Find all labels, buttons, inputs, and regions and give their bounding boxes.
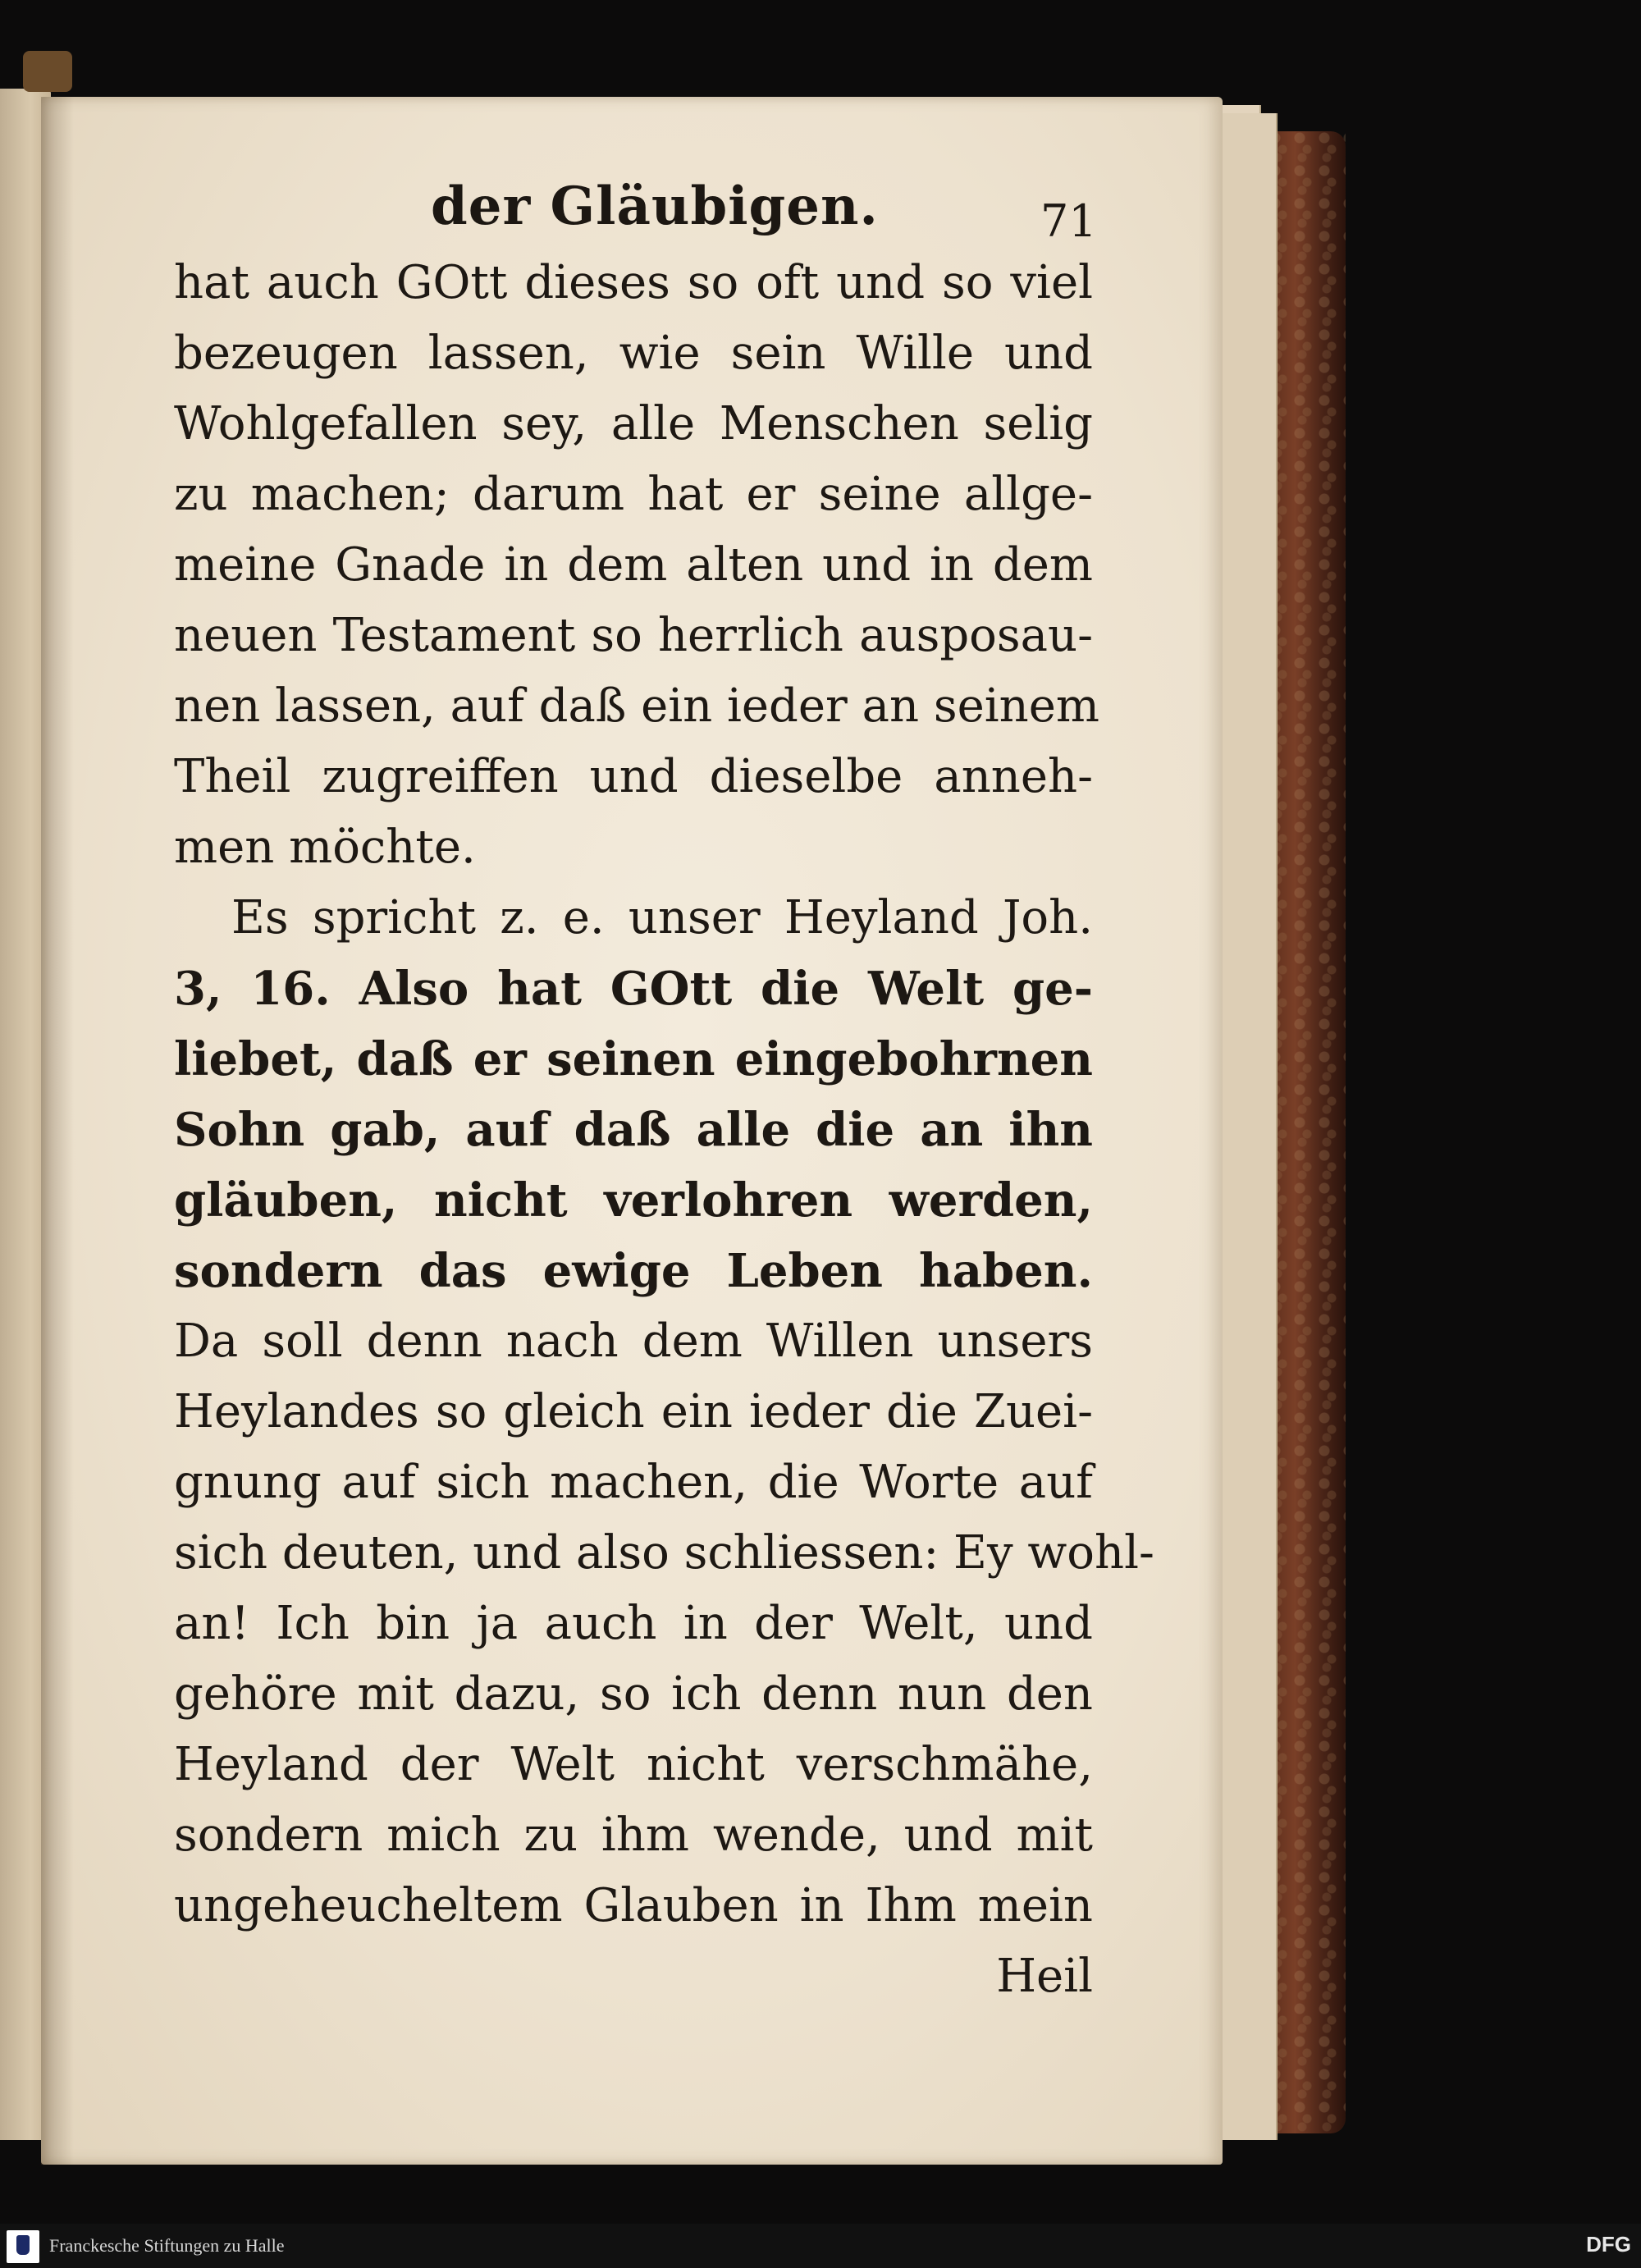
quote-line: liebet, daß er seinen eingebohrnen (174, 1032, 1093, 1086)
page-number: 71 (1040, 195, 1097, 247)
quote-line: 3, 16. Also hat GOtt die Welt ge- (174, 962, 1093, 1016)
quote-line: sondern das ewige Leben haben. (174, 1244, 1093, 1298)
institution-logo-icon (7, 2230, 39, 2263)
text-line: an! Ich bin ja auch in der Welt, und (174, 1597, 1093, 1650)
institution-label: Franckesche Stiftungen zu Halle (49, 2235, 285, 2256)
text-line: men möchte. (174, 821, 476, 874)
viewer-footer (0, 2224, 1641, 2268)
text-line: Da soll denn nach dem Willen unsers (174, 1315, 1093, 1368)
book-cover-edge (1268, 131, 1346, 2133)
text-line: Es spricht z. e. unser Heyland Joh. (231, 891, 1093, 944)
binding-tab (23, 51, 72, 92)
text-line: hat auch GOtt dieses so oft und so viel (174, 256, 1093, 309)
text-line: sich deuten, und also schliessen: Ey wohl- (174, 1526, 1154, 1580)
text-line: Wohlgefallen sey, alle Menschen selig (174, 397, 1093, 450)
text-line: nen lassen, auf daß ein ieder an seinem (174, 679, 1099, 733)
text-line: bezeugen lassen, wie sein Wille und (174, 327, 1093, 380)
quote-line: gläuben, nicht verlohren werden, (174, 1173, 1093, 1228)
text-line: Heyland der Welt nicht verschmähe, (174, 1738, 1093, 1791)
dfg-logo: DFG (1586, 2232, 1631, 2257)
text-line: meine Gnade in dem alten und in dem (174, 538, 1093, 592)
text-line: gehöre mit dazu, so ich denn nun den (174, 1667, 1093, 1721)
page-gutter-shadow (41, 97, 74, 2165)
text-line: Heylandes so gleich ein ieder die Zuei- (174, 1385, 1093, 1438)
text-line: Theil zugreiffen und dieselbe anneh- (174, 750, 1093, 803)
text-line: sondern mich zu ihm wende, und mit (174, 1808, 1093, 1862)
quote-line: Sohn gab, auf daß alle die an ihn (174, 1103, 1093, 1157)
catchword: Heil (996, 1950, 1093, 2003)
text-line: neuen Testament so herrlich ausposau- (174, 609, 1093, 662)
text-line: gnung auf sich machen, die Worte auf (174, 1456, 1093, 1509)
text-line: zu machen; darum hat er seine allge- (174, 468, 1093, 521)
running-head: der Gläubigen. (431, 176, 879, 237)
text-line: ungeheucheltem Glauben in Ihm mein (174, 1879, 1093, 1932)
body-text (174, 248, 1154, 2012)
